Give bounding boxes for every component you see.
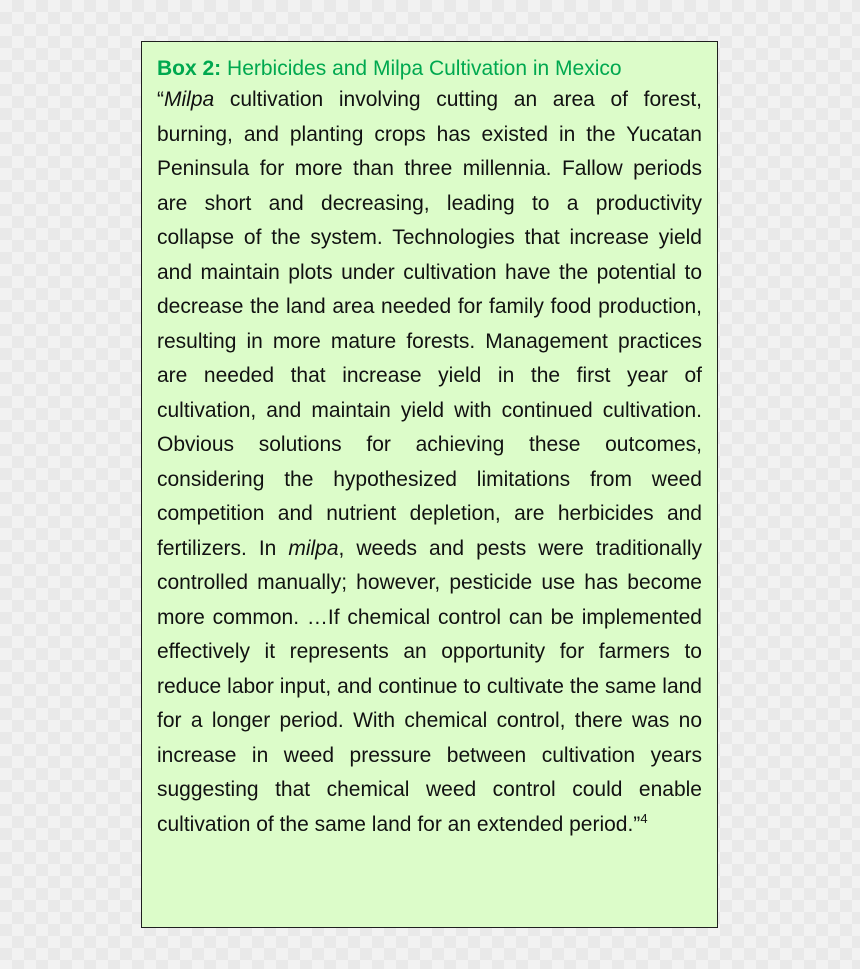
box-title-text: Herbicides and Milpa Cultivation in Mexico	[227, 57, 622, 80]
term-milpa-inline: milpa	[288, 536, 339, 560]
quote-text-part2: , weeds and pests were traditionally controlled manually; however, pesticide use has become more common. …If chemical control can be implemented effectively it represents an opportunity for farmers to reduce labor input, and continue to cultivate the same land for a longer period. With chemical control, there was no increase in weed pressure between cultivation years suggesting that chemical weed control could enable cultivation of the same land for an extended period.”	[157, 536, 702, 836]
box-title	[157, 56, 702, 82]
quote-open: “	[157, 88, 164, 111]
term-milpa: Milpa	[164, 88, 215, 111]
info-box	[141, 41, 718, 928]
footnote-marker: 4	[640, 810, 648, 826]
quote-text-part1: cultivation involving cutting an area of forest, burning, and planting crops has existed in the Yucatan Peninsula for more than three millennia. Fallow periods are short and decreasing, leading to a productivity collapse of the system. Technologies that increase yield and maintain plots under cultivation have the potential to decrease the land area needed for family food production, resulting in more mature forests. Management practices are needed that increase yield in the first year of cultivation, and maintain yield with continued cultivation. Obvious solutions for achieving these outcomes, considering the hypothesized limitations from weed competition and nutrient depletion, are herbicides and fertilizers. In	[157, 88, 702, 560]
box-label: Box 2:	[157, 57, 222, 80]
box-quote	[157, 83, 702, 842]
